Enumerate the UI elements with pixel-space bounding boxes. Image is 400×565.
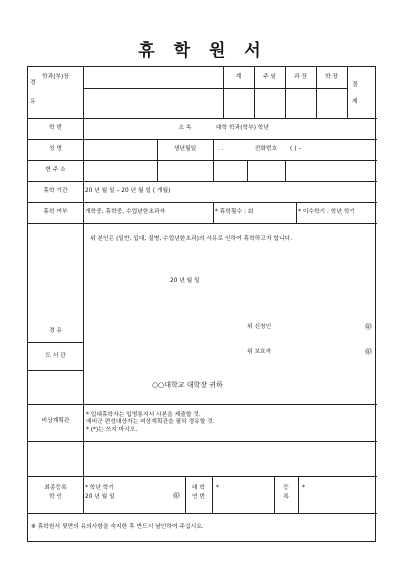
rule-id-row xyxy=(28,139,377,140)
approval-side-bottom: 재 xyxy=(352,99,358,105)
rule-label-column-lower xyxy=(83,223,84,513)
applicant-seal-mark: ㊞ xyxy=(365,323,372,331)
approval-col-dean: 학 장 xyxy=(324,74,339,80)
rule-notes-bottom xyxy=(28,441,377,442)
ledger-line2: 연 번 xyxy=(191,494,206,500)
leave-type-label: 휴학 여부 xyxy=(43,209,68,215)
final-term-line2: 20 년 월 일 xyxy=(85,494,115,500)
rule-via-row xyxy=(28,342,83,343)
page-title: 휴 학 원 서 xyxy=(138,41,262,61)
phone-label: 전화번호 xyxy=(254,146,278,152)
rule-final-row-bottom xyxy=(28,513,377,514)
rule-address-row xyxy=(28,181,377,182)
guardian-seal-mark: ㊞ xyxy=(365,348,372,356)
approval-col-manager: 과 장 xyxy=(293,74,308,80)
military-planner-label: 비상계획관 xyxy=(41,418,70,424)
birth-label: 생년월일 xyxy=(173,146,197,152)
approval-left-bottom: 유 xyxy=(30,99,36,105)
register-line1: 등 xyxy=(283,485,289,491)
completed-term-value: * 이수학기 : 학년 학기 xyxy=(298,209,356,215)
final-term-line1: * 학년 학기 xyxy=(85,485,114,491)
approval-left-top: 경 xyxy=(30,80,36,86)
rule-notes-top xyxy=(28,404,377,405)
rule-count-left xyxy=(213,202,214,223)
rule-type-row xyxy=(28,223,377,224)
rule-name-row xyxy=(28,160,377,161)
ledger-star: * xyxy=(216,485,219,491)
approval-col-chief: 주 임 xyxy=(262,74,277,80)
leave-type-value: 개학중, 휴학중, 수업년한초과자 xyxy=(85,209,166,215)
date-line: 20 년 월 일 xyxy=(170,278,200,284)
name-label: 성 명 xyxy=(48,146,63,152)
rule-final-col-5 xyxy=(298,476,299,513)
university-line: ○○대학교 대학장 귀하 xyxy=(152,381,223,389)
final-seal-mark: ㊞ xyxy=(173,492,180,500)
rule-library-row xyxy=(28,370,83,371)
rule-approval-bottom xyxy=(28,118,377,119)
guardian-label: 위 보호자 xyxy=(247,349,272,355)
final-label-line1: 최종등록 xyxy=(44,485,67,491)
rule-final-col-3 xyxy=(212,476,213,513)
dept-head-label: 학과(부)장 xyxy=(42,74,69,80)
leave-application-form xyxy=(27,66,376,542)
leave-count-value: * 휴학횟수 : 회 xyxy=(215,209,254,215)
address-label: 현 주 소 xyxy=(45,167,66,173)
phone-value: ( ) – xyxy=(290,146,302,152)
note-line-1: * 입대휴학자는 입영통지서 사본을 제출할 것. xyxy=(86,412,201,418)
rule-phone-left xyxy=(247,160,248,181)
via-label: 경 유 xyxy=(48,328,63,334)
rule-affiliation-right xyxy=(213,139,214,160)
rule-approval-side xyxy=(347,67,348,118)
statement-text: 위 본인은 (일반, 입대, 질병, 수업년한초과)의 사유로 인하여 휴학하고자 합니다. xyxy=(90,236,293,242)
note-line-2: 예비군 편성대상자는 비상계획관을 필히 경유할 것. xyxy=(86,419,215,425)
rule-phone-right xyxy=(285,160,286,181)
rule-final-row-top xyxy=(28,476,377,477)
register-star: * xyxy=(302,485,305,491)
affiliation-label: 소 속 xyxy=(178,125,192,131)
library-label: 도 서 관 xyxy=(45,353,66,359)
period-value: 20 년 월 일 – 20 년 월 일 ( 개월) xyxy=(85,188,171,194)
applicant-label: 위 신청인 xyxy=(247,324,272,330)
affiliation-value: 대학 학과(학부) 학년 xyxy=(216,125,270,131)
final-label-line2: 학 인 xyxy=(48,494,63,500)
register-line2: 록 xyxy=(283,494,289,500)
student-id-label: 학 번 xyxy=(48,125,63,131)
period-label: 휴학 기간 xyxy=(43,188,68,194)
rule-dept-head-split xyxy=(83,88,223,89)
rule-period-row xyxy=(28,202,377,203)
ledger-line1: 대 학 xyxy=(191,485,206,491)
birth-value: . . xyxy=(218,146,224,152)
rule-count-right xyxy=(296,202,297,223)
rule-birth-left xyxy=(157,160,158,181)
rule-label-column xyxy=(83,67,84,223)
approval-side-top: 결 xyxy=(352,82,358,88)
footer-note: ※ 휴학원서 뒷면의 유의사항을 숙지한 후 반드시 날인하여 주십시요. xyxy=(31,524,204,530)
rule-birth-right xyxy=(213,160,214,181)
approval-col-clerk: 계 xyxy=(235,74,242,80)
note-line-3: * (*)는 쓰지 마시오. xyxy=(86,427,138,433)
